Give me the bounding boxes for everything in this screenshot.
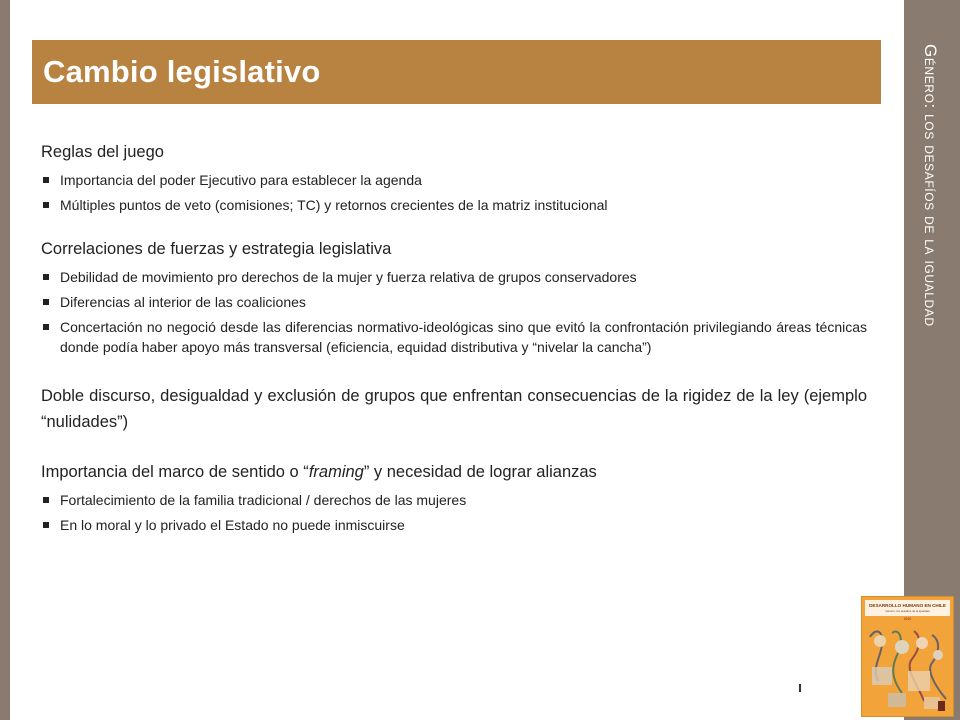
section-heading-framing: Importancia del marco de sentido o “framing” y necesidad de lograr alianzas [41,463,597,481]
section-list-correlaciones [41,267,867,357]
square-bullet-icon [43,522,49,528]
section-heading-correlaciones: Correlaciones de fuerzas y estrategia legislativa [41,240,392,258]
bullet-item: Concertación no negoció desde las diferencias normativo-ideológicas sino que evitó la confrontación privilegiando áreas técnicas donde podía haber apoyo más transversal (eficiencia, equidad distributiva y “nivelar la cancha”) [41,317,867,357]
cover-title: DESARROLLO HUMANO EN CHILE [869,603,946,608]
square-bullet-icon [43,202,49,208]
bullet-item: Múltiples puntos de veto (comisiones; TC) y retornos crecientes de la matriz institucional [41,195,867,215]
bullet-item: Fortalecimiento de la familia tradicional / derechos de las mujeres [41,490,867,510]
cover-subtitle: Género: los desafíos de la igualdad [885,609,930,613]
square-bullet-icon [43,324,49,330]
bullet-item: Diferencias al interior de las coaliciones [41,292,867,312]
slide-title: Cambio legislativo [43,54,321,89]
square-bullet-icon [43,299,49,305]
bullet-item: Importancia del poder Ejecutivo para establecer la agenda [41,170,867,190]
bullet-item: Debilidad de movimiento pro derechos de la mujer y fuerza relativa de grupos conservadores [41,267,867,287]
bullet-item: En lo moral y lo privado el Estado no puede inmiscuirse [41,515,867,535]
side-title-text: Género: los desafíos de la igualdad [921,44,940,327]
square-bullet-icon [43,274,49,280]
slide-content [41,140,867,540]
section-list-framing [41,490,867,535]
cover-year: 2010 [903,617,912,621]
section-heading-reglas: Reglas del juego [41,143,164,161]
slide-canvas [10,0,904,720]
small-mark [799,684,801,692]
square-bullet-icon [43,497,49,503]
report-cover-illustration [862,597,953,716]
section-heading-doble-discurso: Doble discurso, desigualdad y exclusión de grupos que enfrentan consecuencias de la rigidez de la ley (ejemplo “nulidades”) [41,387,867,431]
report-cover-image [861,596,954,717]
square-bullet-icon [43,177,49,183]
title-bar [32,40,881,104]
section-list-reglas [41,170,867,215]
